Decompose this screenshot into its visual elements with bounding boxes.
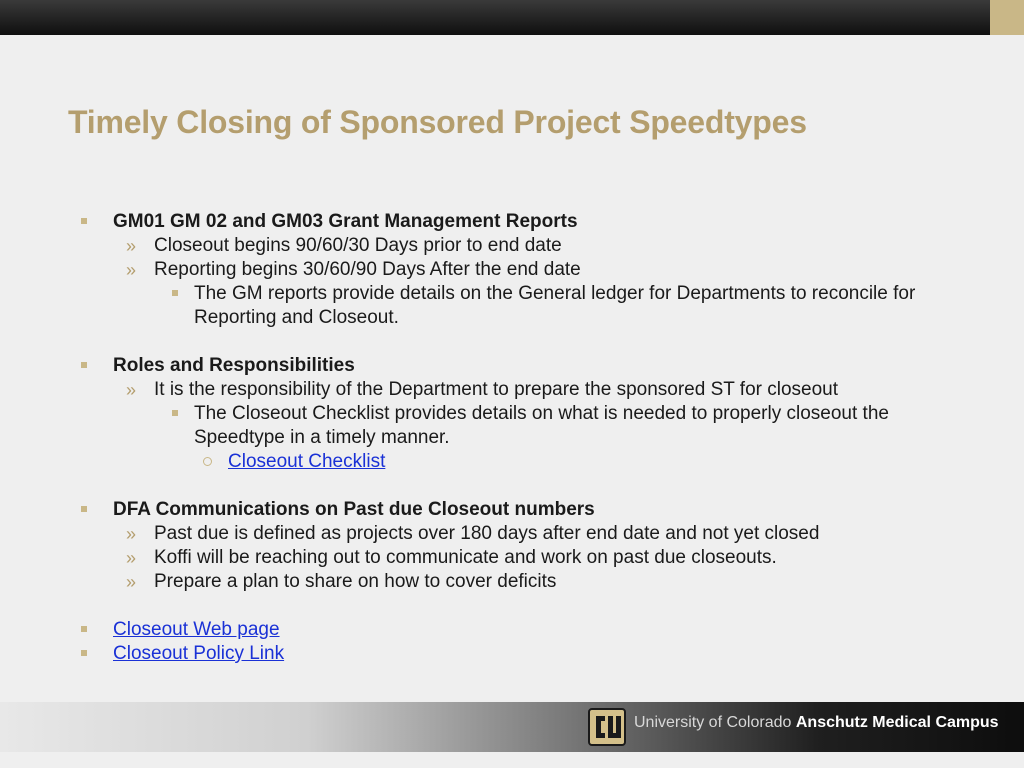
square-bullet-icon [81,506,87,512]
sub-bullet: » Past due is defined as projects over 180 days after end date and not yet closed [126,523,820,544]
closeout-checklist-link[interactable]: Closeout Checklist [228,451,386,472]
sub-bullet: » Koffi will be reaching out to communicate and work on past due closeouts. [126,547,777,568]
cu-logo-icon [588,706,626,748]
chevron-bullet-icon: » [126,524,137,544]
circle-bullet-icon [203,457,212,466]
sub-bullet: » Closeout begins 90/60/30 Days prior to end date [126,235,562,256]
chevron-bullet-icon: » [126,236,137,256]
chevron-bullet-icon: » [126,260,137,280]
slide-title: Timely Closing of Sponsored Project Speedtypes [68,104,807,140]
square-bullet-icon [81,362,87,368]
top-accent-block [990,0,1024,35]
square-bullet-icon [172,290,178,296]
footer-university-name: University of Colorado Anschutz Medical Campus [634,714,999,731]
square-bullet-icon [81,218,87,224]
chevron-bullet-icon: » [126,380,137,400]
footer-strip [0,752,1024,768]
sub-bullet: » Prepare a plan to share on how to cover deficits [126,571,557,592]
bullet-gm-reports: GM01 GM 02 and GM03 Grant Management Reports [0,210,1024,234]
closeout-policy-link[interactable]: Closeout Policy Link [113,643,285,664]
bullet-roles: Roles and Responsibilities [0,354,1024,378]
bullet-web-page-link [0,618,1024,642]
sub-bullet: » Reporting begins 30/60/90 Days After the end date [126,259,581,280]
chevron-bullet-icon: » [126,572,137,592]
square-bullet-icon [81,626,87,632]
checklist-link-item [0,450,1024,474]
sub-sub-bullet: The Closeout Checklist provides details on what is needed to properly closeout the Speedtype in a timely manner. [0,402,914,450]
square-bullet-icon [172,410,178,416]
bullet-policy-link [0,642,1024,666]
sub-bullet: » It is the responsibility of the Department to prepare the sponsored ST for closeout [126,379,839,400]
top-bar [0,0,990,35]
chevron-bullet-icon: » [126,548,137,568]
square-bullet-icon [81,650,87,656]
closeout-web-page-link[interactable]: Closeout Web page [113,619,280,640]
bullet-dfa: DFA Communications on Past due Closeout numbers [0,498,1024,522]
slide-content [0,210,1024,666]
sub-sub-bullet: The GM reports provide details on the General ledger for Departments to reconcile for Reporting and Closeout. [0,282,954,330]
